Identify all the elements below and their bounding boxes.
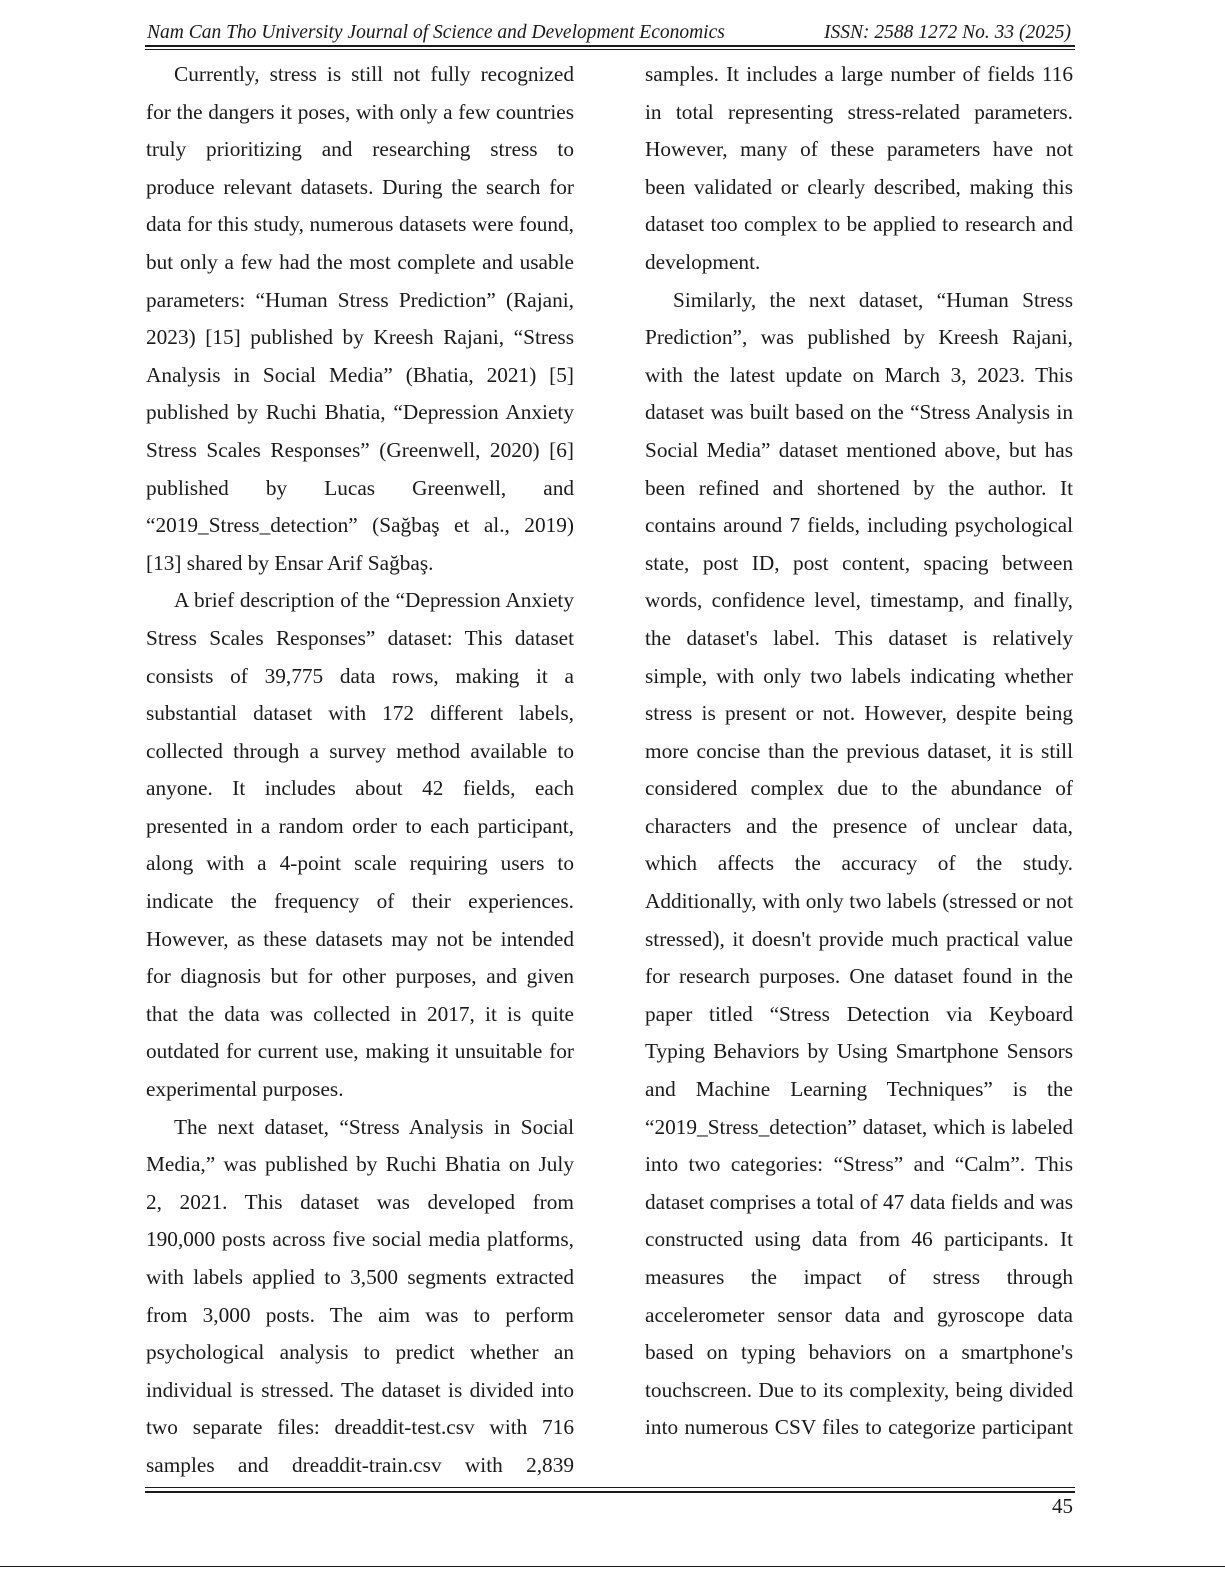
left-column — [146, 56, 574, 1485]
paragraph: A brief description of the “Depression Anxiety Stress Scales Responses” dataset: This dataset consists of 39,775 data rows, making it a substantial dataset with 172 different labels, collected through a survey method available to anyone. It includes about 42 fields, each presented in a random order to each participant, along with a 4-point scale requiring users to indicate the frequency of their experiences. However, as these datasets may not be intended for diagnosis but for other purposes, and given that the data was collected in 2017, it is quite outdated for current use, making it unsuitable for experimental purposes. — [146, 588, 574, 1102]
paragraph: samples. It includes a large number of fields 116 in total representing stress-related parameters. However, many of these parameters have not been validated or clearly described, making this dataset too complex to be applied to research and development. — [645, 62, 1073, 274]
right-column — [645, 56, 1073, 1447]
page-edge-line — [0, 1566, 1225, 1567]
footer-rule-thin — [145, 1487, 1075, 1488]
running-header — [145, 20, 1075, 46]
issn-issue: ISSN: 2588 1272 No. 33 (2025) — [824, 22, 1071, 43]
page-number: 45 — [1052, 1494, 1073, 1518]
paragraph: Similarly, the next dataset, “Human Stress Prediction”, was published by Kreesh Rajani, with the latest update on March 3, 2023. This dataset was built based on the “Stress Analysis in Social Media” dataset mentioned above, but has been refined and shortened by the author. It contains around 7 fields, including psychological state, post ID, post content, spacing between words, confidence level, timestamp, and finally, the dataset's label. This dataset is relatively simple, with only two labels indicating whether stress is present or not. However, despite being more concise than the previous dataset, it is still considered complex due to the abundance of characters and the presence of unclear data, which affects the accuracy of the study. Additionally, with only two labels (stressed or not stressed), it doesn't provide much practical value for research purposes. One dataset found in the paper titled “Stress Detection via Keyboard Typing Behaviors by Using Smartphone Sensors and Machine Learning Techniques” is the “2019_Stress_detection” dataset, which is labeled into two categories: “Stress” and “Calm”. This dataset comprises a total of 47 data fields and was constructed using data from 46 participants. It measures the impact of stress through accelerometer sensor data and gyroscope data based on typing behaviors on a smartphone's touchscreen. Due to its complexity, being divided into numerous CSV files to categorize participant — [645, 287, 1073, 1440]
paragraph: Currently, stress is still not fully recognized for the dangers it poses, with only a few countries truly prioritizing and researching stress to produce relevant datasets. During the search for data for this study, numerous datasets were found, but only a few had the most complete and usable parameters: “Human Stress Prediction” (Rajani, 2023) [15] published by Kreesh Rajani, “Stress Analysis in Social Media” (Bhatia, 2021) [5] published by Ruchi Bhatia, “Depression Anxiety Stress Scales Responses” (Greenwell, 2020) [6] published by Lucas Greenwell, and “2019_Stress_detection” (Sağbaş et al., 2019) [13] shared by Ensar Arif Sağbaş. — [146, 62, 574, 575]
footer-rule — [145, 1491, 1075, 1493]
header-rule-thin — [145, 49, 1075, 50]
journal-title: Nam Can Tho University Journal of Science and Development Economics — [147, 22, 725, 43]
header-rule — [145, 45, 1075, 47]
paragraph: The next dataset, “Stress Analysis in Social Media,” was published by Ruchi Bhatia on July 2, 2021. This dataset was developed from 190,000 posts across five social media platforms, with labels applied to 3,500 segments extracted from 3,000 posts. The aim was to perform psychological analysis to predict whether an individual is stressed. The dataset is divided into two separate files: dreaddit-test.csv with 716 samples and dreaddit-train.csv with 2,839 — [146, 1114, 574, 1477]
